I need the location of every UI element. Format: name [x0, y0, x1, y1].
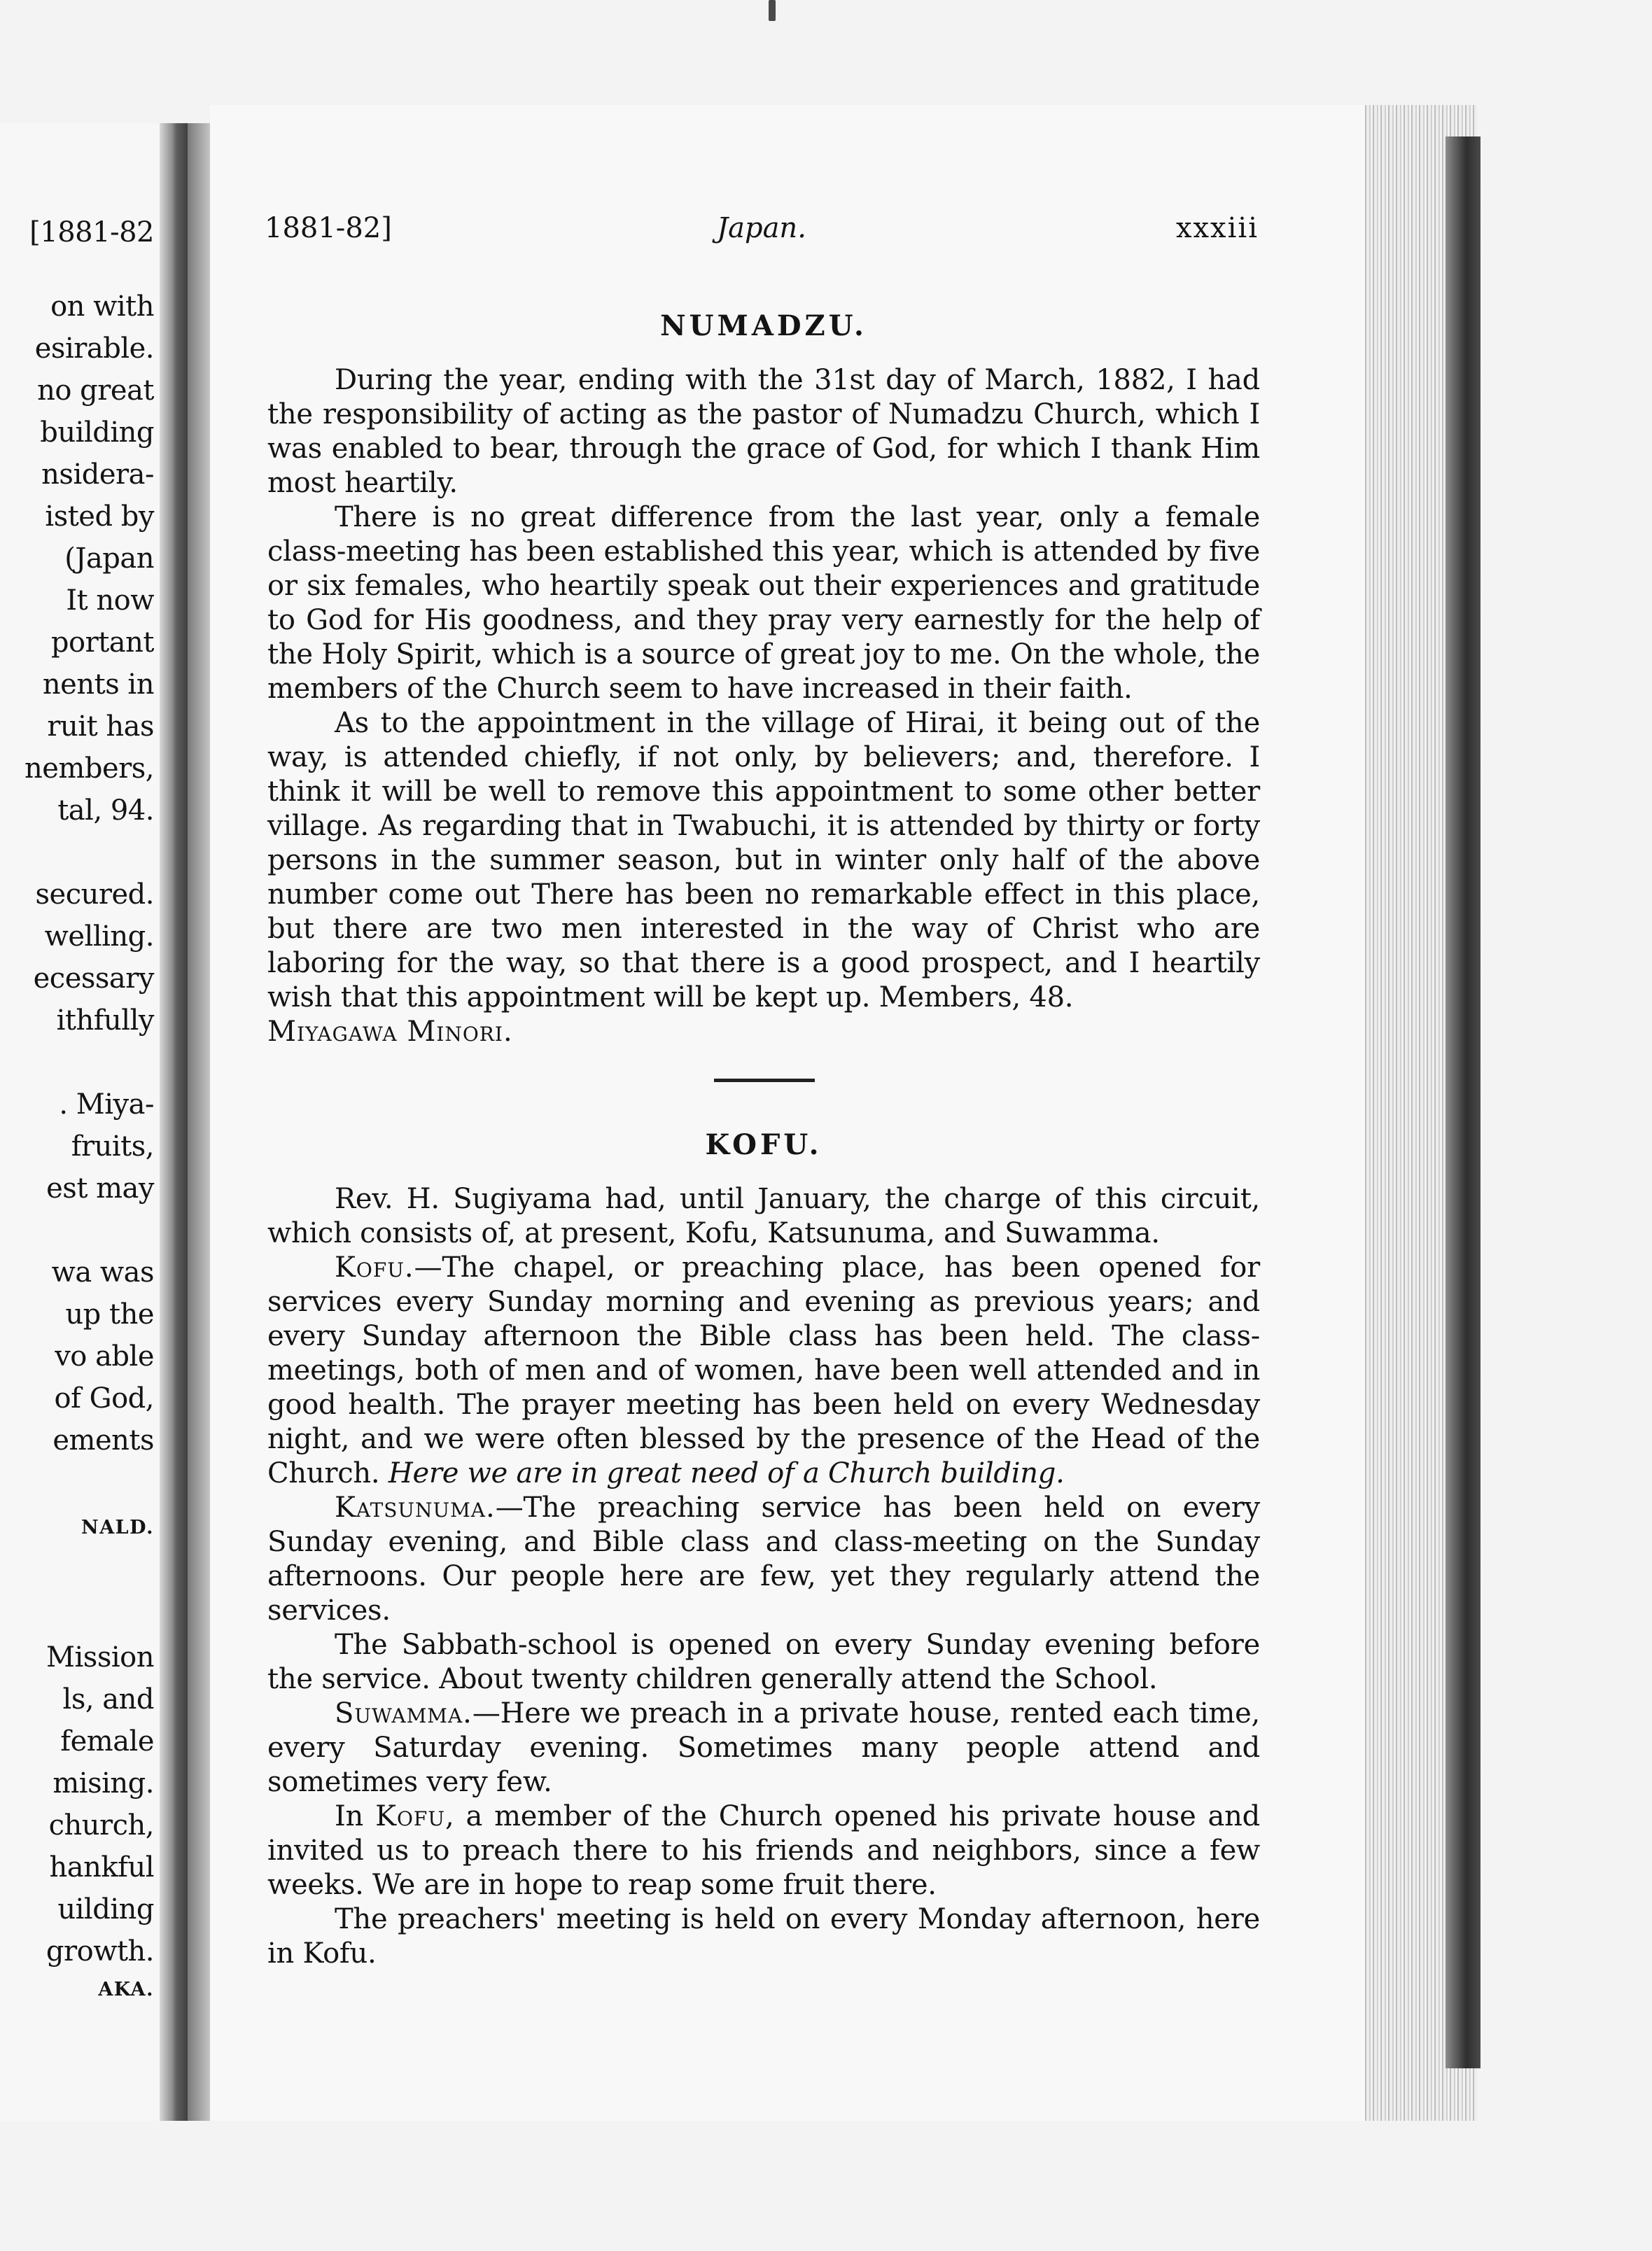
place-name: Katsunuma. — [335, 1492, 496, 1524]
paragraph-text: , a member of the Church opened his private house and invited us to preach there to his friends and neighbors, since a few weeks. We are in hope to reap some fruit there. — [267, 1800, 1260, 1901]
left-page-line: fruits, — [71, 1130, 154, 1163]
left-page-line: ls, and — [62, 1683, 154, 1716]
paragraph-text: —The chapel, or preaching place, has been opened for services every Sunday morning and evening as previous years; and every Sunday afternoon the Bible class has been held. The class-meetings, both of men and of women, have been well attended and in good health. The prayer meeting has been held on every Wednesday night, and we were often blessed by the presence of the Head of the Church. — [267, 1251, 1260, 1489]
left-page-line: Mission — [46, 1641, 154, 1674]
paragraph — [267, 1251, 1260, 1491]
left-page-line: of God, — [54, 1382, 154, 1415]
left-page-line: . Miya- — [59, 1088, 154, 1121]
paragraph: There is no great difference from the last year, only a female class-meeting has been established this year, which is attended by five or six females, who heartily speak out their experiences and gratitude to God for His goodness, and they pray very earnestly for the help of the Holy Spirit, which is a source of great joy to me. On the whole, the members of the Church seem to have increased in their faith. — [267, 501, 1260, 705]
left-page-line: building — [40, 416, 154, 449]
running-header — [265, 212, 1259, 246]
left-page-line: secured. — [35, 878, 154, 911]
left-page-line: (Japan — [64, 542, 154, 575]
left-page-line: It now — [66, 584, 154, 617]
numadzu-body — [267, 363, 1260, 1049]
paragraph: As to the appointment in the village of Hirai, it being out of the way, is attended chiefly, if not only, by believers; and, therefore. I think it will be well to remove this appointment to some other better village. As regarding that in Twabuchi, it is attended by thirty or forty persons in the summer season, but in winter only half of the above number come out There has been no remarkable effect in this place, but there are two men interested in the way of Christ who are laboring for the way, so that there is a good prospect, and I heartily wish that this appointment will be kept up. Members, 48. — [267, 707, 1260, 1014]
left-page-line: mising. — [52, 1767, 154, 1800]
header-year: 1881-82] — [265, 212, 392, 244]
place-name: Kofu — [375, 1800, 445, 1832]
left-page-line: [1881-82 — [29, 216, 154, 248]
left-page-line: growth. — [46, 1935, 154, 1968]
left-page-line: tal, 94. — [57, 794, 154, 827]
paragraph-text: In — [335, 1800, 376, 1832]
left-page-line: ements — [52, 1424, 154, 1457]
paragraph: The preachers' meeting is held on every Monday afternoon, here in Kofu. — [267, 1903, 1260, 1970]
left-page-line: church, — [48, 1809, 154, 1842]
section-title-kofu: KOFU. — [705, 1128, 822, 1161]
left-page-line: ithfully — [56, 1004, 154, 1037]
italic-text: Here we are in great need of a Church building. — [388, 1457, 1065, 1489]
paragraph: The Sabbath-school is opened on every Sunday evening before the service. About twenty children generally attend the School. — [267, 1629, 1260, 1695]
left-page-line: on with — [50, 290, 154, 323]
page-number: xxxiii — [1175, 212, 1259, 244]
paragraph-text: —The preaching service has been held on every Sunday evening, and Bible class and class-meeting on the Sunday afternoons. Our people here are few, yet they regularly attend the services. — [267, 1492, 1260, 1627]
left-page-line: ruit has — [47, 710, 154, 743]
left-page-line: esirable. — [34, 332, 154, 365]
signature: Miyagawa Minori. — [267, 1016, 513, 1048]
kofu-body — [267, 1182, 1260, 1971]
section-divider — [714, 1079, 815, 1082]
left-page-line: isted by — [45, 500, 154, 533]
paragraph: Rev. H. Sugiyama had, until January, the charge of this circuit, which consists of, at present, Kofu, Katsunuma, and Suwamma. — [267, 1183, 1260, 1249]
place-name: Kofu. — [335, 1251, 414, 1284]
left-page-line: portant — [50, 626, 154, 659]
left-gutter — [160, 123, 188, 2121]
left-page-line: NALD. — [81, 1517, 154, 1538]
paragraph — [267, 1800, 1260, 1902]
paragraph: During the year, ending with the 31st day of March, 1882, I had the responsibility of acting as the pastor of Numadzu Church, which I was enabled to bear, through the grace of God, for which I thank Him most heartily. — [267, 364, 1260, 499]
left-page-line: vo able — [55, 1340, 154, 1373]
paragraph — [267, 1491, 1260, 1628]
left-page-line: up the — [65, 1298, 154, 1331]
paragraph-text: —Here we preach in a private house, rented each time, every Saturday evening. Sometimes many people attend and sometimes very few. — [267, 1697, 1260, 1798]
left-page-line: hankful — [49, 1851, 154, 1884]
left-page-line: ecessary — [33, 962, 154, 995]
book-cover-edge — [1446, 136, 1480, 2068]
left-page-line: welling. — [44, 920, 154, 953]
left-page-line: nents in — [42, 668, 154, 701]
gutter-shadow — [188, 123, 213, 2121]
left-page-line: AKA. — [98, 1979, 154, 2000]
left-page-line: wa was — [51, 1256, 154, 1289]
left-page-line: nsidera- — [41, 458, 154, 491]
left-page-line: female — [60, 1725, 154, 1758]
place-name: Suwamma. — [335, 1697, 472, 1730]
left-page-line: no great — [37, 374, 154, 407]
paragraph — [267, 1697, 1260, 1800]
section-title-numadzu: NUMADZU. — [660, 309, 867, 342]
binding-mark — [769, 0, 776, 21]
left-page-line: nembers, — [24, 752, 154, 785]
left-page-line: uilding — [57, 1893, 154, 1926]
left-page-line: est may — [46, 1172, 154, 1205]
header-title: Japan. — [717, 212, 806, 244]
